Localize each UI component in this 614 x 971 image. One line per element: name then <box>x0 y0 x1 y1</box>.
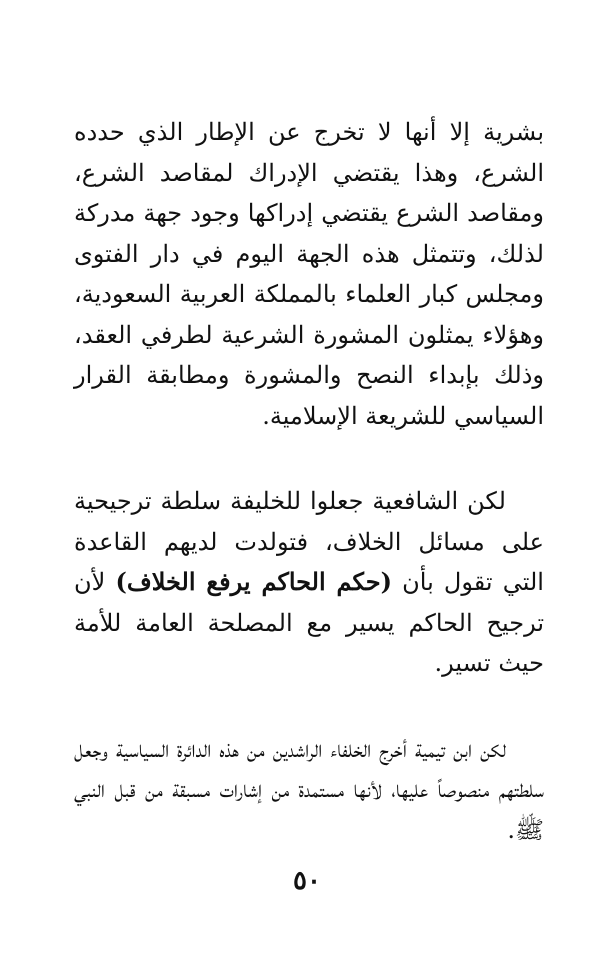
paragraph-2-text-start: لكن الشافعية جعلوا للخليفة سلطة ترجيحية على مسائل الخلاف، فتولدت لديهم القاعدة التي تقول بأن <box>74 487 544 596</box>
bold-rule-phrase: (حكم الحاكم يرفع الخلاف) <box>115 567 392 596</box>
paragraph-2-text-end: لأن ترجيح الحاكم يسير مع المصلحة العامة للأمة حيث تسير. <box>74 568 544 677</box>
paragraph-1: بشرية إلا أنها لا تخرج عن الإطار الذي حدده الشرع، وهذا يقتضي الإدراك لمقاصد الشرع، ومقاصد الشرع يقتضي إدراكها وجود جهة مدركة لذلك، وتتمثل هذه الجهة اليوم في دار الفتوى ومجلس كبار العلماء بالمملكة العربية السعودية، وهؤلاء يمثلون المشورة الشرعية لطرفي العقد، وذلك بإبداء النصح والمشورة ومطابقة القرار السياسي للشريعة الإسلامية. <box>74 118 544 430</box>
paragraph-2 <box>74 481 544 684</box>
paragraph-3: لكن ابن تيمية أخرج الخلفاء الراشدين من هذه الدائرة السياسية وجعل سلطتهم منصوصاً عليها، لأنها مستمدة من إشارات مسبقة من قبل النبي ﷺ. <box>74 734 544 844</box>
page-number: ٥٠ <box>293 866 321 896</box>
page-body <box>74 112 544 895</box>
